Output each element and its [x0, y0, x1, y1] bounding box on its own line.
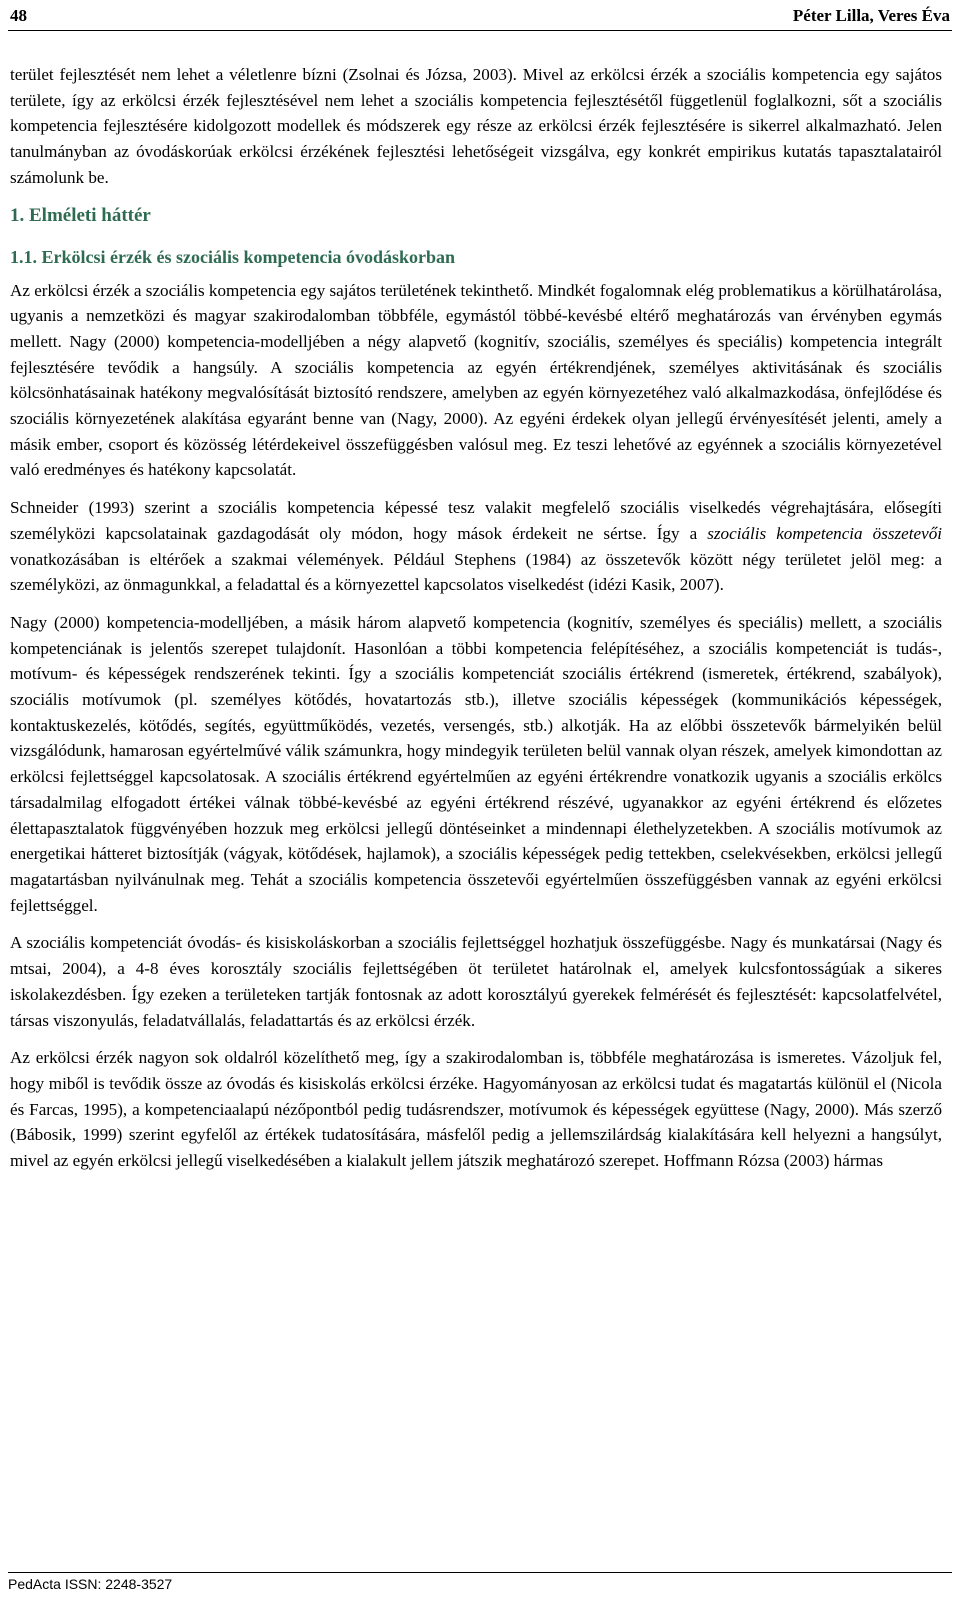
subsection-heading: 1.1. Erkölcsi érzék és szociális kompetencia óvodáskorban	[10, 246, 455, 267]
paragraph-intro: terület fejlesztését nem lehet a véletlenre bízni (Zsolnai és Józsa, 2003). Mivel az erkölcsi érzék a szociális kompetencia egy sajátos területe, így az erkölcsi érzék fejlesztésével nem lehet a szociális kompetencia fejlesztésétől függetlenül foglalkozni, sőt a szociális kompetencia fejlesztésére kidolgozott modellek és módszerek egy része az erkölcsi érzék fejlesztésére is sikerrel alkalmazható. Jelen tanulmányban az óvodáskorúak erkölcsi érzékének fejlesztési lehetőségeit vizsgálva, egy konkrét empirikus kutatás tapasztalatairól számolunk be.	[10, 65, 942, 187]
paragraph-definition: Az erkölcsi érzék a szociális kompetencia egy sajátos területének tekinthető. Mindkét fogalomnak elég problematikus a körülhatárolása, ugyanis a nemzetközi és magyar szakirodalomban többféle, egymástól többé-kevésbé eltérő meghatározás van érvényben egymás mellett. Nagy (2000) kompetencia-modelljében a négy alapvető (kognitív, szociális, személyes és speciális) kompetencia integrált fejlesztésére tevődik a hangsúly. A szociális kompetencia az egyén értékrendjének, személyes aktivitásának és szociális kölcsönhatásainak hatékony megvalósítását biztosító rendszere, amelyben az egyén környezetéhez való alkalmazkodása, önfejlődése és szociális környezetének alakítása egyaránt benne van (Nagy, 2000). Az egyéni érdekek olyan jellegű érvényesítését jelenti, amely a másik ember, csoport és közösség létérdekeivel összefüggésben valósul meg. Ez teszi lehetővé az egyénnek a szociális környezetével való eredményes és hatékony kapcsolatát.	[10, 280, 942, 480]
running-head-authors: Péter Lilla, Veres Éva	[792, 6, 950, 25]
paragraph-schneider	[10, 495, 942, 598]
paragraph-schneider-text-1: Schneider (1993) szerint a szociális kompetencia képessé tesz valakit megfelelő szociális viselkedés végrehajtására, elősegíti személyközi kapcsolatainak gazdagodását oly módon, hogy mások érdekeit ne sértse. Így a	[10, 498, 942, 543]
paragraph-kindergarten: A szociális kompetenciát óvodás- és kisiskoláskorban a szociális fejlettséggel hozhatjuk összefüggésbe. Nagy és munkatársai (Nagy és mtsai, 2004), a 4-8 éves korosztály szociális fejlettségében öt területet határolnak el, amelyek kulcsfontosságúak a sikeres iskolakezdésben. Így ezeken a területeken tartják fontosnak az adott korosztályú gyerekek felmérését és fejlesztését: kapcsolatfelvétel, társas viszonyulás, feladatvállalás, feladattartás és az erkölcsi érzék.	[10, 933, 942, 1030]
page-number: 48	[10, 6, 27, 25]
paragraph-schneider-text-2: vonatkozásában is eltérőek a szakmai vélemények. Például Stephens (1984) az összetevők között négy területet jelöl meg: a személyközi, az önmagunkkal, a feladattal és a környezettel kapcsolatos viselkedést (idézi Kasik, 2007).	[10, 549, 942, 595]
page-header	[8, 0, 952, 31]
footer-issn: PedActa ISSN: 2248-3527	[8, 1576, 173, 1592]
page-footer	[8, 1572, 952, 1592]
paragraph-nagy-model: Nagy (2000) kompetencia-modelljében, a másik három alapvető kompetencia (kognitív, személyes és speciális) mellett, a szociális kompetenciának is jelentős szerepet tulajdonít. Hasonlóan a többi kompetencia felépítéséhez, a szociális kompetenciát is tudás-, motívum- és képességek rendszerének tekinti. Így a szociális kompetenciát szociális értékrend (ismeretek, értékrend, szabályok), szociális motívumok (pl. személyes kötődés, hovatartozás stb.), illetve szociális képességek (kommunikációs képességek, kontaktuskezelés, kötődés, segítés, együttműködés, vezetés, versengés, stb.) alkotják. Ha az előbbi összetevők bármelyikén belül vizsgálódunk, hamarosan egyértelművé válik számunkra, hogy mindegyik területen belül vannak olyan részek, amelyek kimondottan az erkölcsi fejlettséggel kapcsolatosak. A szociális értékrend egyértelműen az egyéni értékrendre vonatkozik ugyanis a szociális erkölcs társadalmilag elfogadott értékei válnak többé-kevésbé az egyéni értékrend részévé, ugyanakkor az egyéni értékrend és előzetes élettapasztalatok függvényében hozzuk meg erkölcsi jellegű döntéseinket a mindennapi élethelyzetekben. A szociális motívumok az energetikai hátteret biztosítják (vágyak, kötődések, hajlamok), a szociális képességek pedig tettekben, cselekvésekben, erkölcsi jellegű magatartásban nyilvánulnak meg. Tehát a szociális kompetencia összetevői egyértelműen összefüggésben vannak az egyéni erkölcsi fejlettséggel.	[10, 612, 942, 915]
paragraph-moral-sense: Az erkölcsi érzék nagyon sok oldalról közelíthető meg, így a szakirodalomban is, többféle meghatározása is ismeretes. Vázoljuk fel, hogy miből is tevődik össze az óvodás és kisiskolás erkölcsi érzéke. Hagyományosan az erkölcsi tudat és magatartás különül el (Nicola és Farcas, 1995), a kompetenciaalapú nézőpontból pedig tudásrendszer, motívumok és képességek együttese (Nagy, 2000). Más szerző (Bábosik, 1999) szerint egyfelől az értékek tudatosítására, másfelől pedig a jellemszilárdság kialakítására kell helyezni a hangsúlyt, mivel az egyén erkölcsi jellegű viselkedésében a kialakult jellem játszik meghatározó szerepet. Hoffmann Rózsa (2003) hármas	[10, 1048, 942, 1171]
article-body	[10, 62, 942, 1174]
italic-term: szociális kompetencia összetevői	[707, 523, 942, 543]
section-heading: 1. Elméleti háttér	[10, 204, 151, 226]
